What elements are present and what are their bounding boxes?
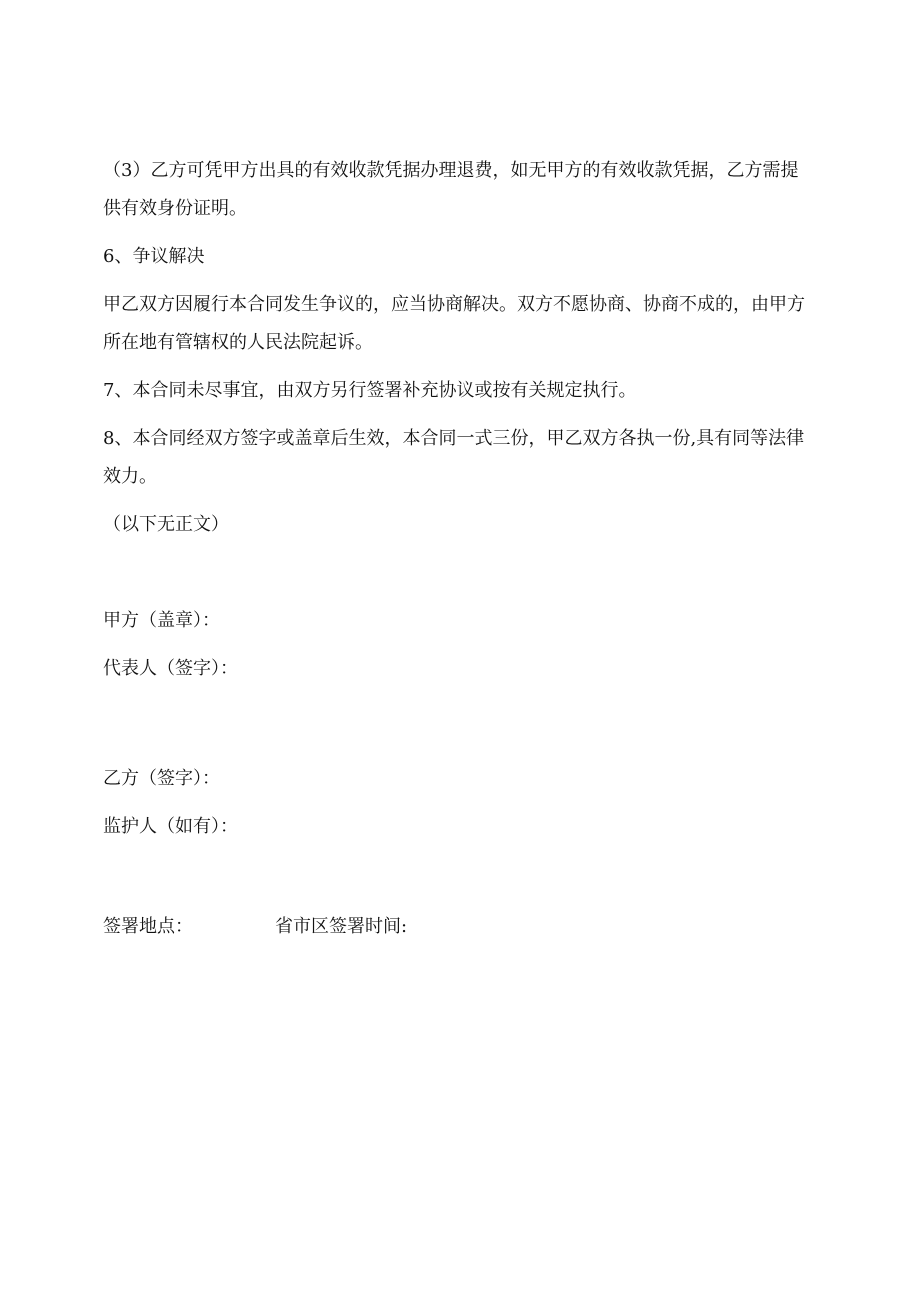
party-b-sign-label: 乙方（签字）： <box>103 768 220 789</box>
spacer <box>103 698 815 760</box>
unresolved-matters-clause: 7、本合同未尽事宜，由双方另行签署补充协议或按有关规定执行。 <box>103 380 637 401</box>
refund-clause-paragraph: （3）乙方可凭甲方出具的有效收款凭据办理退费，如无甲方的有效收款凭据，乙方需提供有效身份证明。 <box>103 160 799 219</box>
party-a-seal-label: 甲方（盖章）： <box>103 610 220 631</box>
no-further-text-note: （以下无正文） <box>103 514 229 535</box>
spacer <box>103 554 815 602</box>
representative-sign-label: 代表人（签字）： <box>103 658 238 679</box>
spacer <box>103 856 815 908</box>
dispute-heading: 6、争议解决 <box>103 246 205 267</box>
sign-place-label: 签署地点： <box>103 916 193 937</box>
dispute-clause-paragraph: 甲乙双方因履行本合同发生争议的，应当协商解决。双方不愿协商、协商不成的，由甲方所在地有管辖权的人民法院起诉。 <box>103 294 805 353</box>
signing-info-row <box>103 908 815 946</box>
document-body <box>103 152 815 946</box>
sign-time-label: 省市区签署时间: <box>275 916 408 937</box>
guardian-label: 监护人（如有）： <box>103 816 238 837</box>
effectiveness-clause: 8、本合同经双方签字或盖章后生效，本合同一式三份，甲乙双方各执一份,具有同等法律效力。 <box>103 428 805 487</box>
